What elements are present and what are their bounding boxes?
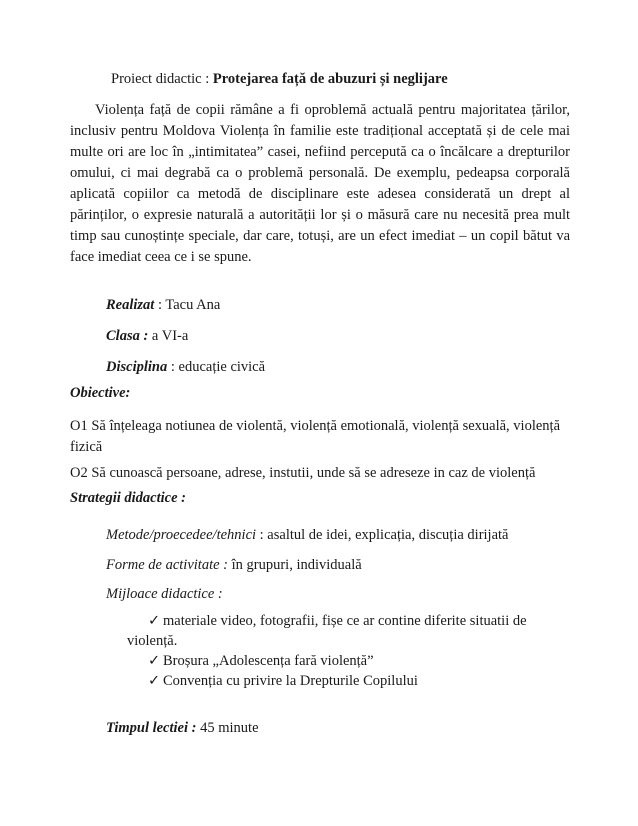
list-item: [127, 651, 572, 671]
forms-line: [106, 557, 362, 574]
checkmark-icon: ✓: [148, 653, 161, 669]
forms-label: Forme de activitate :: [106, 557, 228, 573]
subject-label: Disciplina: [106, 359, 168, 375]
subject-line: [106, 359, 265, 376]
list-item: [127, 611, 572, 651]
material-2: Broșura „Adolescența fară violență”: [163, 653, 374, 669]
class-value: a VI-a: [148, 328, 189, 344]
objective-1: [70, 416, 570, 458]
intro-paragraph: [70, 100, 570, 268]
material-3: Convenția cu privire la Drepturile Copilului: [163, 673, 418, 689]
class-line: [106, 328, 188, 345]
means-line: [106, 586, 223, 603]
objective-2: [70, 465, 535, 482]
methods-line: [106, 527, 509, 544]
methods-value: : asaltul de idei, explicația, discuția dirijată: [256, 527, 509, 543]
checkmark-icon: ✓: [148, 613, 161, 629]
strategies-heading: [70, 490, 186, 507]
materials-list: [127, 611, 572, 691]
means-label: Mijloace didactice :: [106, 586, 223, 602]
intro-text: Violența față de copii rămâne a fi oproblemă actuală pentru majoritatea țărilor, inclusiv pentru Moldova Violența în familie este tradițional acceptată și de cele mai multe ori are loc în „intimitatea” casei, nefiind percepută ca o încălcare a drepturilor omului, ci mai degrabă ca o problemă personală. De exemplu, pedeapsa corporală aplicată copiilor ca metodă de disciplinare este adesea considerată un drept al părinților, o expresie naturală a autorității lor și o măsură care nu necesită prea mult timp sau cunoștințe speciale, dar care, totuși, are un efect imediat – un copil bătut va face imediat ceea ce i se spune.: [70, 102, 570, 265]
material-1-line1: materiale video, fotografii, fișe ce ar contine diferite situatii de: [163, 613, 527, 629]
project-title: [111, 71, 448, 88]
checkmark-icon: ✓: [148, 673, 161, 689]
objectives-heading-text: Obiective:: [70, 385, 131, 401]
time-label: Timpul lectiei :: [106, 720, 197, 736]
objective-2-text: O2 Să cunoască persoane, adrese, instutii, unde să se adreseze in caz de violență: [70, 465, 536, 481]
time-line: [106, 720, 259, 737]
time-value: 45 minute: [196, 720, 259, 736]
author-value: : Tacu Ana: [157, 297, 221, 313]
material-1-line2: violență.: [127, 633, 178, 649]
objective-1-text: O1 Să înțeleaga notiunea de violentă, violență emotională, violență sexuală, violență fizică: [70, 418, 561, 455]
strategies-heading-text: Strategii didactice :: [70, 490, 186, 506]
title-prefix: Proiect didactic :: [111, 71, 213, 87]
forms-value: în grupuri, individuală: [228, 557, 362, 573]
title-main: Protejarea față de abuzuri și neglijare: [212, 71, 448, 87]
class-label: Clasa :: [106, 328, 149, 344]
objectives-heading: [70, 385, 130, 402]
author-line: [106, 297, 220, 314]
methods-label: Metode/proecedee/tehnici: [106, 527, 257, 543]
subject-value: : educație civică: [167, 359, 266, 375]
list-item: [127, 671, 572, 691]
author-label: Realizat: [106, 297, 155, 313]
